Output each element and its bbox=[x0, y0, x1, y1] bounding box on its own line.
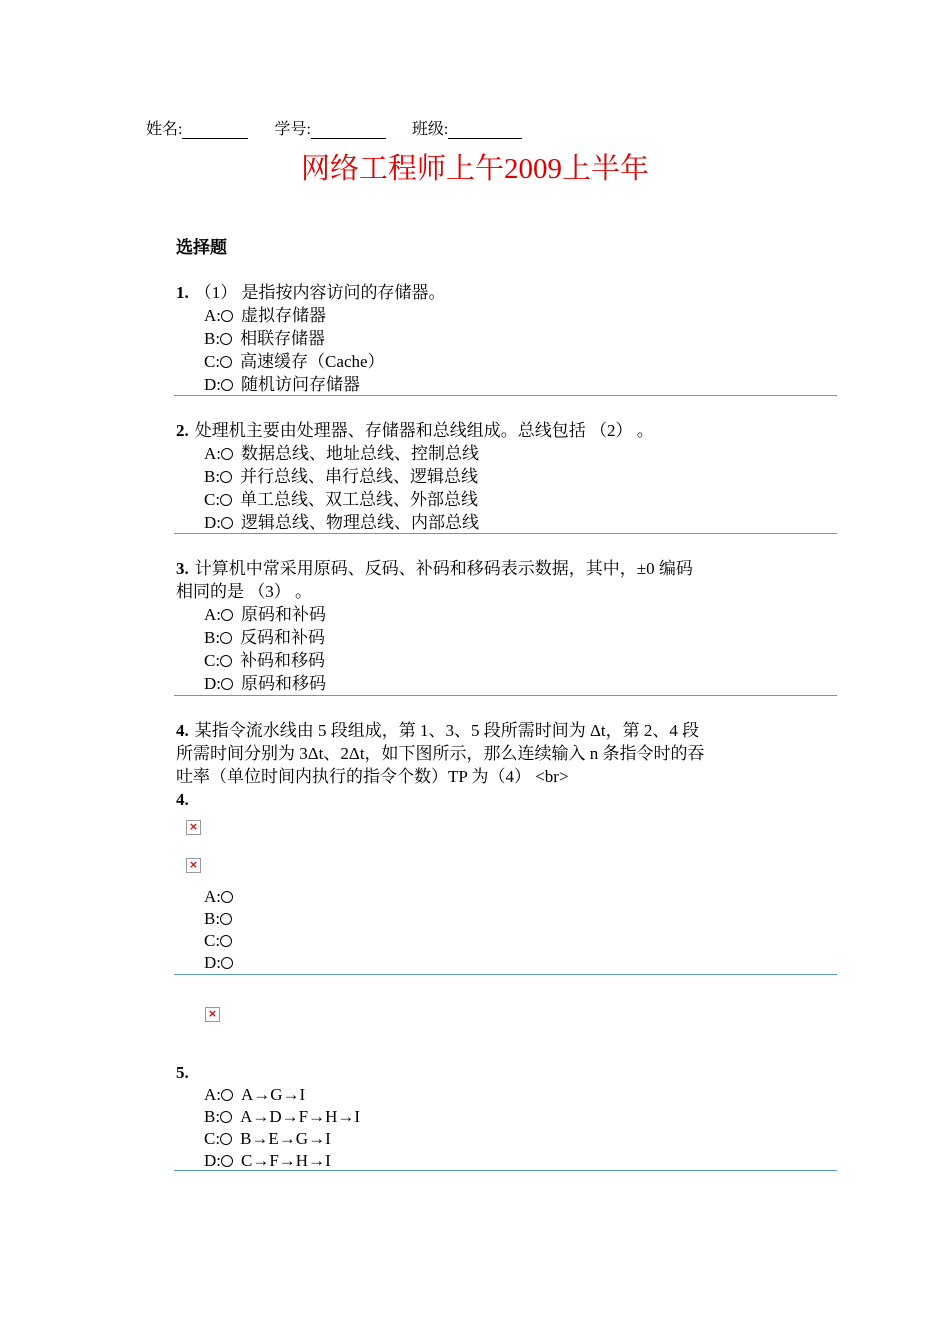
option-b[interactable] bbox=[204, 1106, 837, 1128]
option-text: 高速缓存（Cache） bbox=[240, 352, 385, 371]
option-letter: C: bbox=[204, 931, 221, 950]
option-letter: D: bbox=[204, 674, 221, 693]
option-c[interactable] bbox=[204, 350, 837, 373]
question-text-line-1: 某指令流水线由 5 段组成，第 1、3、5 段所需时间为 Δt，第 2、4 段 bbox=[194, 721, 700, 740]
option-text: 并行总线、串行总线、逻辑总线 bbox=[240, 467, 479, 486]
radio-icon[interactable] bbox=[221, 1155, 233, 1167]
option-b[interactable] bbox=[204, 908, 837, 930]
radio-icon[interactable] bbox=[220, 1133, 232, 1145]
question-2 bbox=[176, 419, 837, 534]
option-letter: B: bbox=[204, 467, 221, 486]
radio-icon[interactable] bbox=[220, 632, 232, 644]
radio-icon[interactable] bbox=[220, 1111, 232, 1123]
student-id-label: 学号: bbox=[274, 121, 311, 138]
option-a[interactable] bbox=[204, 442, 837, 465]
option-d[interactable] bbox=[204, 1150, 837, 1172]
question-5 bbox=[176, 1062, 837, 1172]
radio-icon[interactable] bbox=[220, 935, 232, 947]
radio-icon[interactable] bbox=[220, 655, 232, 667]
option-letter: C: bbox=[204, 490, 221, 509]
option-a[interactable] bbox=[204, 886, 837, 908]
option-letter: A: bbox=[204, 887, 221, 906]
radio-icon[interactable] bbox=[220, 913, 232, 925]
option-letter: A: bbox=[204, 605, 221, 624]
question-text: 处理机主要由处理器、存储器和总线组成。总线包括 （2） 。 bbox=[194, 421, 654, 440]
question-3 bbox=[176, 557, 837, 695]
radio-icon[interactable] bbox=[221, 517, 233, 529]
option-text: 虚拟存储器 bbox=[241, 306, 326, 325]
question-stem bbox=[176, 419, 776, 442]
option-text: A→G→I bbox=[241, 1085, 306, 1104]
option-d[interactable] bbox=[204, 952, 837, 974]
question-divider bbox=[174, 695, 837, 696]
option-text: 原码和移码 bbox=[241, 674, 326, 693]
radio-icon[interactable] bbox=[220, 471, 232, 483]
radio-icon[interactable] bbox=[221, 957, 233, 969]
option-letter: C: bbox=[204, 352, 221, 371]
option-list bbox=[204, 304, 837, 396]
option-list bbox=[204, 1084, 837, 1172]
question-1 bbox=[176, 281, 837, 396]
option-c[interactable] bbox=[204, 649, 837, 672]
question-text-line-2: 相同的是 （3） 。 bbox=[176, 582, 312, 601]
question-text-line-1: 计算机中常采用原码、反码、补码和移码表示数据，其中，±0 编码 bbox=[194, 559, 693, 578]
question-divider bbox=[174, 395, 837, 396]
option-letter: B: bbox=[204, 329, 221, 348]
section-title: 选择题 bbox=[176, 238, 227, 257]
option-c[interactable] bbox=[204, 1128, 837, 1150]
question-4-options bbox=[176, 886, 837, 974]
question-number: 5. bbox=[176, 1063, 189, 1082]
broken-image-icon bbox=[186, 858, 201, 873]
option-list bbox=[204, 603, 837, 695]
option-text: 补码和移码 bbox=[240, 651, 326, 670]
option-b[interactable] bbox=[204, 626, 837, 649]
option-d[interactable] bbox=[204, 672, 837, 695]
question-number: 3. bbox=[176, 559, 189, 578]
question-stem bbox=[176, 719, 776, 811]
question-stem bbox=[176, 1062, 776, 1084]
option-a[interactable] bbox=[204, 304, 837, 327]
student-info-line bbox=[146, 116, 544, 139]
option-text: 逻辑总线、物理总线、内部总线 bbox=[241, 513, 479, 532]
option-letter: A: bbox=[204, 1085, 221, 1104]
class-label: 班级: bbox=[411, 121, 449, 138]
name-blank[interactable] bbox=[182, 122, 248, 139]
option-a[interactable] bbox=[204, 603, 837, 626]
question-text-line-3: 吐率（单位时间内执行的指令个数）TP 为（4） <br> bbox=[176, 767, 569, 786]
question-number: 2. bbox=[176, 421, 189, 440]
option-b[interactable] bbox=[204, 465, 837, 488]
radio-icon[interactable] bbox=[221, 1089, 233, 1101]
option-letter: B: bbox=[204, 628, 221, 647]
option-letter: D: bbox=[204, 513, 221, 532]
option-letter: A: bbox=[204, 444, 221, 463]
question-divider bbox=[174, 974, 837, 975]
option-a[interactable] bbox=[204, 1084, 837, 1106]
class-blank[interactable] bbox=[448, 122, 522, 139]
option-text: C→F→H→I bbox=[241, 1151, 331, 1170]
radio-icon[interactable] bbox=[220, 494, 232, 506]
option-letter: D: bbox=[204, 953, 221, 972]
option-c[interactable] bbox=[204, 930, 837, 952]
page-title: 网络工程师上午2009上半年 bbox=[300, 153, 649, 185]
option-b[interactable] bbox=[204, 327, 837, 350]
radio-icon[interactable] bbox=[220, 333, 232, 345]
radio-icon[interactable] bbox=[221, 448, 233, 460]
option-letter: C: bbox=[204, 1129, 221, 1148]
option-d[interactable] bbox=[204, 373, 837, 396]
option-text: 相联存储器 bbox=[240, 329, 326, 348]
option-text: 随机访问存储器 bbox=[241, 375, 360, 394]
broken-image-icon bbox=[186, 820, 201, 835]
question-divider bbox=[174, 1170, 837, 1171]
question-number: 4. bbox=[176, 721, 189, 740]
question-number-repeat: 4. bbox=[176, 790, 189, 809]
radio-icon[interactable] bbox=[221, 678, 233, 690]
option-letter: B: bbox=[204, 1107, 221, 1126]
radio-icon[interactable] bbox=[221, 891, 233, 903]
option-text: 原码和补码 bbox=[241, 605, 326, 624]
option-letter: D: bbox=[204, 1151, 221, 1170]
question-text-line-2: 所需时间分别为 3Δt、2Δt，如下图所示，那么连续输入 n 条指令时的吞 bbox=[176, 744, 705, 763]
option-letter: C: bbox=[204, 651, 221, 670]
option-text: B→E→G→I bbox=[240, 1129, 331, 1148]
radio-icon[interactable] bbox=[221, 379, 233, 391]
option-list bbox=[204, 442, 837, 534]
option-text: 数据总线、地址总线、控制总线 bbox=[241, 444, 479, 463]
option-c[interactable] bbox=[204, 488, 837, 511]
question-stem bbox=[176, 557, 776, 603]
student-id-blank[interactable] bbox=[311, 122, 386, 139]
question-text: （1） 是指按内容访问的存储器。 bbox=[194, 283, 446, 302]
option-letter: D: bbox=[204, 375, 221, 394]
question-4 bbox=[176, 719, 837, 811]
option-text: 单工总线、双工总线、外部总线 bbox=[240, 490, 479, 509]
name-label: 姓名: bbox=[146, 121, 183, 138]
radio-icon[interactable] bbox=[221, 310, 233, 322]
option-text: 反码和补码 bbox=[240, 628, 326, 647]
question-number: 1. bbox=[176, 283, 189, 302]
radio-icon[interactable] bbox=[220, 356, 232, 368]
option-list bbox=[204, 886, 837, 974]
option-text: A→D→F→H→I bbox=[240, 1107, 361, 1126]
question-stem bbox=[176, 281, 776, 304]
option-letter: B: bbox=[204, 909, 221, 928]
broken-image-icon bbox=[205, 1007, 220, 1022]
question-divider bbox=[174, 533, 837, 534]
option-d[interactable] bbox=[204, 511, 837, 534]
option-letter: A: bbox=[204, 306, 221, 325]
radio-icon[interactable] bbox=[221, 609, 233, 621]
